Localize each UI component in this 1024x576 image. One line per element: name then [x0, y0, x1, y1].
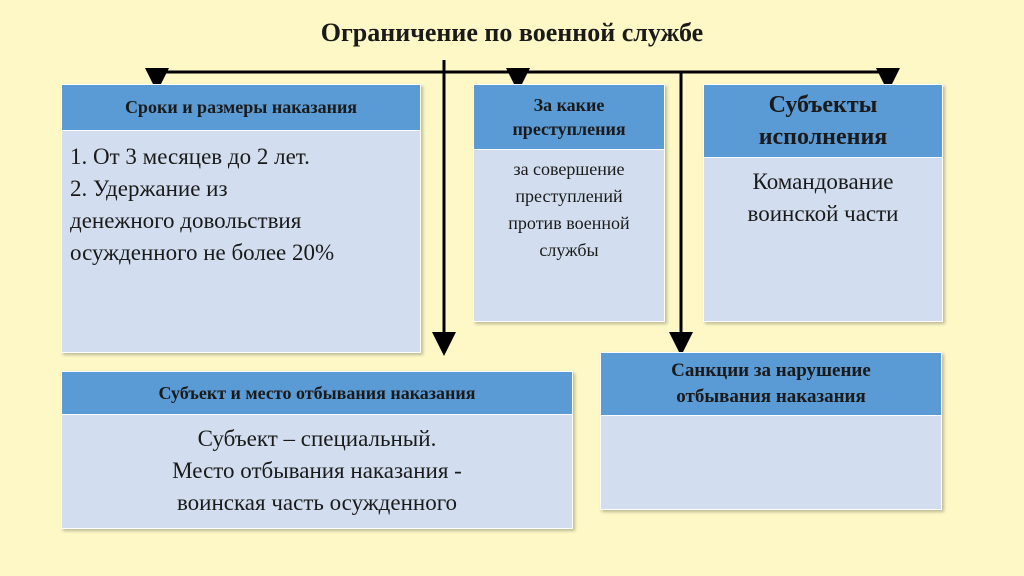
crimes-line: против военной — [508, 213, 630, 233]
page-title: Ограничение по военной службе — [320, 18, 704, 47]
terms-body — [61, 131, 421, 353]
sanctions-box — [600, 352, 942, 510]
crimes-body — [473, 150, 665, 322]
subjects-exec-body — [703, 158, 943, 322]
subject-place-line: Место отбывания наказания - — [172, 458, 462, 483]
subject-place-line: Субъект – специальный. — [197, 426, 437, 451]
crimes-header: За какие преступления — [473, 84, 665, 150]
terms-line: денежного довольствия — [70, 208, 302, 233]
terms-line: осужденного не более 20% — [70, 240, 335, 265]
sanctions-header: Санкции за нарушение отбывания наказания — [600, 352, 942, 416]
terms-header: Сроки и размеры наказания — [61, 84, 421, 131]
terms-box — [61, 84, 421, 353]
terms-line: 2. Удержание из — [70, 176, 228, 201]
subjects-exec-box — [703, 84, 943, 322]
crimes-line: за совершение — [513, 159, 625, 179]
crimes-box — [473, 84, 665, 322]
terms-line: 1. От 3 месяцев до 2 лет. — [70, 144, 310, 169]
subject-place-header: Субъект и место отбывания наказания — [61, 371, 573, 415]
subjects-exec-line: Командование — [752, 169, 894, 194]
crimes-line: преступлений — [515, 186, 623, 206]
subject-place-box — [61, 371, 573, 529]
crimes-line: службы — [539, 240, 599, 260]
subjects-exec-header: Субъекты исполнения — [703, 84, 943, 158]
subject-place-line: воинская часть осужденного — [176, 490, 458, 515]
subjects-exec-line: воинской части — [747, 201, 899, 226]
sanctions-body — [600, 416, 942, 510]
subject-place-body — [61, 415, 573, 529]
